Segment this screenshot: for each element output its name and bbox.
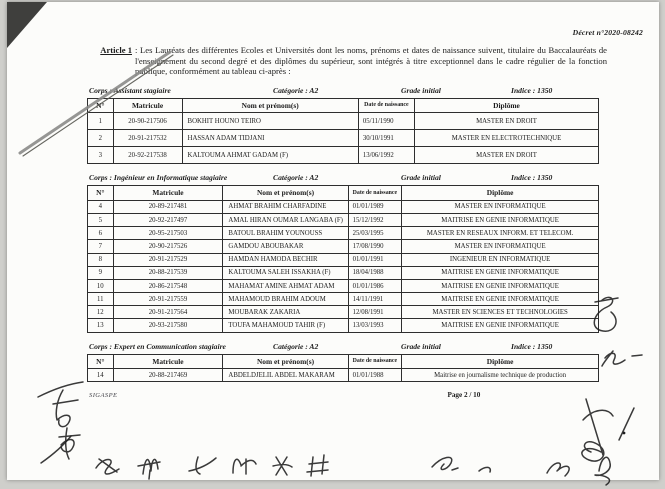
sections-container (87, 86, 599, 383)
grade-label: Grade initial (401, 341, 441, 351)
cell-matricule: 20-93-217580 (113, 319, 223, 332)
categorie-label: Catégorie : A2 (273, 341, 319, 351)
laureates-table (87, 185, 599, 332)
cell-dob: 18/04/1988 (348, 266, 402, 279)
column-header-diploma: Diplôme (402, 354, 599, 369)
table-header-row (88, 186, 599, 201)
page-indicator: Page 2 / 10 (447, 391, 481, 400)
page-fold-corner (7, 2, 47, 48)
article-text: : Les Lauréats des différentes Ecoles et Universités dont les noms, prénoms et dates de naissance suivent, titulaire du Baccalauréats de l'enseignement du second degré et des diplômes du supérieur, sont intégrés à titre exceptionnel dans le cadre régulier de la fonction publique, conformément au tableau ci-après : (135, 45, 607, 77)
cell-num: 6 (88, 227, 114, 240)
cell-dob: 13/03/1993 (348, 319, 402, 332)
page-footer (89, 391, 659, 399)
column-header-matricule: Matricule (113, 98, 182, 113)
cell-diploma: MAITRISE EN GENIE INFORMATIQUE (402, 293, 599, 306)
cell-diploma: INGENIEUR EN INFORMATIQUE (402, 253, 599, 266)
column-header-name: Nom et prénom(s) (182, 98, 358, 113)
column-header-matricule: Matricule (113, 354, 223, 369)
cell-num: 3 (88, 147, 114, 164)
cell-matricule: 20-90-217526 (113, 240, 223, 253)
cell-dob: 17/08/1990 (348, 240, 402, 253)
categorie-label: Catégorie : A2 (273, 85, 319, 95)
cell-name: HASSAN ADAM TIDJANI (182, 130, 358, 147)
article-paragraph (100, 45, 607, 77)
cell-diploma: MASTER EN RESEAUX INFORM. ET TELECOM. (402, 227, 599, 240)
cell-diploma: MASTER EN SCIENCES ET TECHNOLOGIES (402, 306, 599, 319)
table-row (88, 200, 599, 213)
table-row (88, 240, 599, 253)
article-label: Article 1 (100, 45, 132, 55)
cell-matricule: 20-90-217506 (113, 113, 182, 130)
cell-matricule: 20-92-217497 (113, 213, 223, 226)
cell-diploma: MASTER EN DROIT (415, 147, 599, 164)
column-header-dob: Date de naissance (348, 186, 402, 201)
cell-num: 11 (88, 293, 114, 306)
cell-matricule: 20-91-217529 (113, 253, 223, 266)
cell-name: KALTOUMA AHMAT GADAM (F) (182, 147, 358, 164)
cell-name: TOUFA MAHAMOUD TAHIR (F) (223, 319, 348, 332)
table-row (88, 113, 599, 130)
cell-dob: 25/03/1995 (348, 227, 402, 240)
cell-name: ABDELDJELIL ABDEL MAKARAM (223, 369, 348, 382)
table-header-row (88, 354, 599, 369)
cell-num: 4 (88, 200, 114, 213)
categorie-label: Catégorie : A2 (273, 173, 319, 183)
indice-label: Indice : 1350 (511, 341, 553, 351)
cell-matricule: 20-95-217503 (113, 227, 223, 240)
cell-dob: 12/08/1991 (348, 306, 402, 319)
laureates-table (87, 354, 599, 383)
table-row (88, 306, 599, 319)
cell-num: 5 (88, 213, 114, 226)
cell-matricule: 20-91-217559 (113, 293, 223, 306)
cell-name: BOKHIT HOUNO TEIRO (182, 113, 358, 130)
cell-name: AMAL HIRAN OUMAR LANGABA (F) (223, 213, 348, 226)
cell-num: 13 (88, 319, 114, 332)
cell-diploma: MAITRISE EN GENIE INFORMATIQUE (402, 213, 599, 226)
cell-dob: 13/06/1992 (358, 147, 414, 164)
cell-name: AHMAT BRAHIM CHARFADINE (223, 200, 348, 213)
section-header (89, 342, 597, 351)
cell-matricule: 20-91-217564 (113, 306, 223, 319)
cell-num: 9 (88, 266, 114, 279)
cell-dob: 30/10/1991 (358, 130, 414, 147)
cell-diploma: MASTER EN ELECTROTECHNIQUE (415, 130, 599, 147)
column-header-num: N° (88, 354, 114, 369)
indice-label: Indice : 1350 (511, 85, 553, 95)
table-row (88, 253, 599, 266)
table-row (88, 147, 599, 164)
cell-matricule: 20-91-217532 (113, 130, 182, 147)
table-row (88, 227, 599, 240)
cell-diploma: MAITRISE EN GENIE INFORMATIQUE (402, 319, 599, 332)
cell-name: BATOUL BRAHIM YOUNOUSS (223, 227, 348, 240)
decree-number: Décret n°2020-08242 (572, 28, 643, 37)
grade-label: Grade initial (401, 173, 441, 183)
grade-label: Grade initial (401, 85, 441, 95)
cell-dob: 01/01/1986 (348, 279, 402, 292)
cell-num: 14 (88, 369, 114, 382)
cell-num: 8 (88, 253, 114, 266)
cell-dob: 05/11/1990 (358, 113, 414, 130)
column-header-name: Nom et prénom(s) (223, 354, 348, 369)
cell-matricule: 20-88-217539 (113, 266, 223, 279)
cell-num: 2 (88, 130, 114, 147)
corps-label: Corps : Assistant stagiaire (89, 85, 171, 95)
corps-section (87, 173, 599, 332)
table-row (88, 369, 599, 382)
table-row (88, 279, 599, 292)
cell-diploma: MASTER EN INFORMATIQUE (402, 200, 599, 213)
column-header-num: N° (88, 98, 114, 113)
cell-name: HAMDAN HAMODA BECHIR (223, 253, 348, 266)
cell-diploma: MAITRISE EN GENIE INFORMATIQUE (402, 279, 599, 292)
cell-name: GAMDOU ABOUBAKAR (223, 240, 348, 253)
cell-dob: 01/01/1991 (348, 253, 402, 266)
section-header (89, 86, 597, 95)
column-header-dob: Date de naissance (358, 98, 414, 113)
cell-name: MAHAMAT AMINE AHMAT ADAM (223, 279, 348, 292)
cell-diploma: MAITRISE EN GENIE INFORMATIQUE (402, 266, 599, 279)
table-row (88, 293, 599, 306)
footer-system-label: SIGASPE (89, 392, 118, 400)
cell-diploma: MASTER EN DROIT (415, 113, 599, 130)
column-header-diploma: Diplôme (415, 98, 599, 113)
cell-num: 7 (88, 240, 114, 253)
column-header-dob: Date de naissance (348, 354, 402, 369)
cell-name: MAHAMOUD BRAHIM ADOUM (223, 293, 348, 306)
column-header-num: N° (88, 186, 114, 201)
table-header-row (88, 98, 599, 113)
cell-matricule: 20-86-217548 (113, 279, 223, 292)
cell-dob: 15/12/1992 (348, 213, 402, 226)
column-header-diploma: Diplôme (402, 186, 599, 201)
cell-dob: 01/01/1988 (348, 369, 402, 382)
cell-num: 10 (88, 279, 114, 292)
table-row (88, 130, 599, 147)
section-header (89, 173, 597, 182)
cell-name: KALTOUMA SALEH ISSAKHA (F) (223, 266, 348, 279)
table-row (88, 266, 599, 279)
cell-dob: 01/01/1989 (348, 200, 402, 213)
cell-num: 1 (88, 113, 114, 130)
cell-matricule: 20-89-217481 (113, 200, 223, 213)
corps-section (87, 86, 599, 165)
laureates-table (87, 98, 599, 165)
scanned-page (7, 2, 659, 480)
cell-matricule: 20-92-217538 (113, 147, 182, 164)
corps-label: Corps : Ingénieur en Informatique stagiaire (89, 173, 228, 183)
cell-diploma: Maitrise en journalisme technique de production (402, 369, 599, 382)
cell-dob: 14/11/1991 (348, 293, 402, 306)
cell-matricule: 20-88-217469 (113, 369, 223, 382)
table-row (88, 213, 599, 226)
table-row (88, 319, 599, 332)
column-header-matricule: Matricule (113, 186, 223, 201)
corps-section (87, 342, 599, 383)
indice-label: Indice : 1350 (511, 173, 553, 183)
corps-label: Corps : Expert en Communication stagiaire (89, 341, 226, 351)
cell-diploma: MASTER EN INFORMATIQUE (402, 240, 599, 253)
cell-name: MOUBARAK ZAKARIA (223, 306, 348, 319)
cell-num: 12 (88, 306, 114, 319)
column-header-name: Nom et prénom(s) (223, 186, 348, 201)
